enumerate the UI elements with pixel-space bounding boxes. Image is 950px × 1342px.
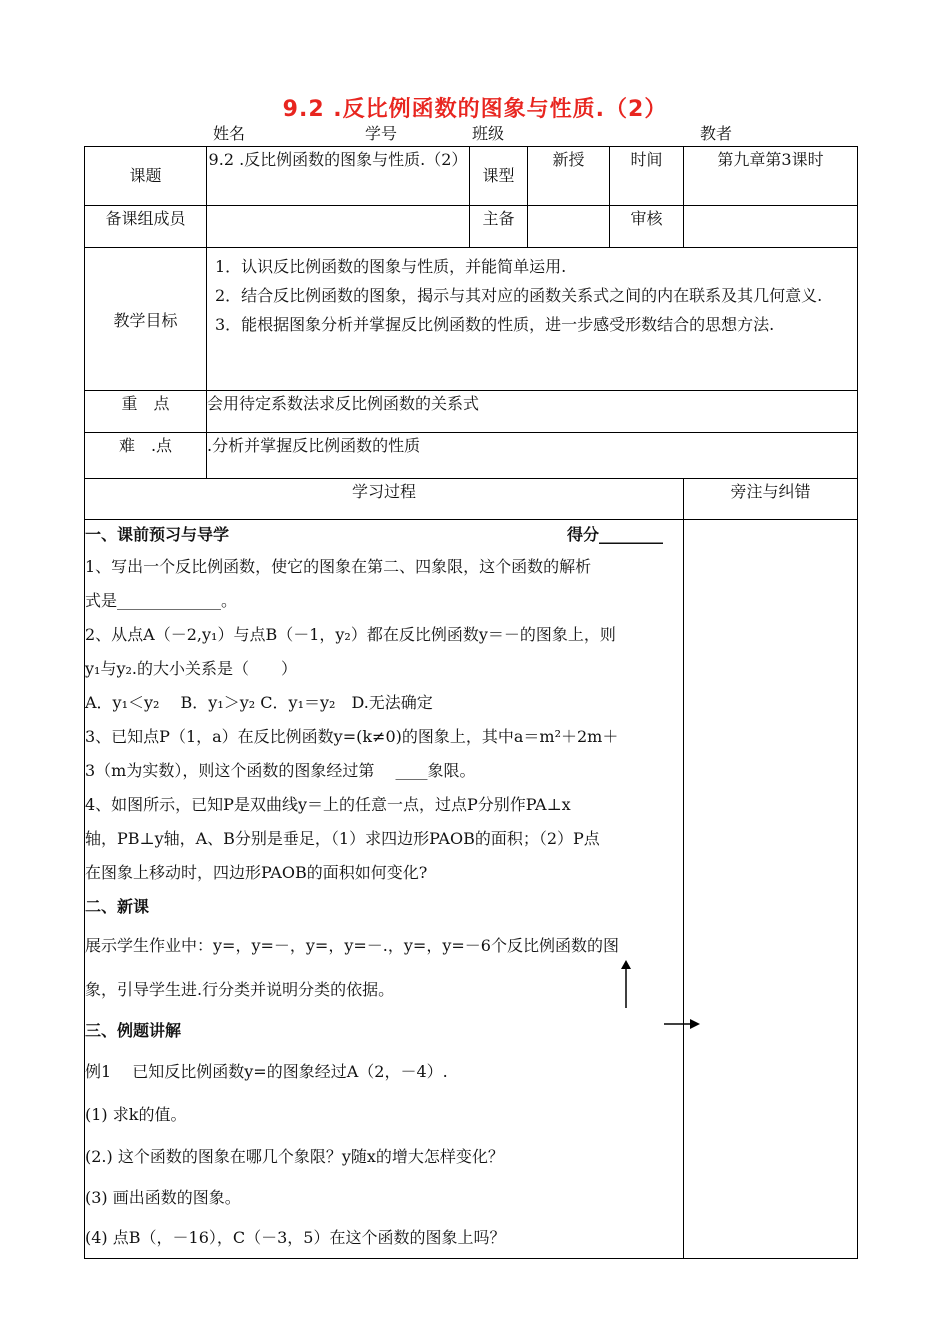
- difficulty-label: 难 .点: [85, 433, 207, 479]
- topic-label: 课题: [85, 147, 207, 206]
- student-id-label: 学号: [365, 124, 398, 143]
- new-lesson-title: 二、新课: [85, 897, 150, 916]
- process-line: 式是_____________。: [85, 591, 238, 610]
- name-label: 姓名: [213, 124, 246, 143]
- example-line: (2.) 这个函数的图象在哪几个象限？y随x的增大怎样变化？: [85, 1147, 504, 1166]
- prep-group-label: 备课组成员: [85, 206, 207, 248]
- lesson-plan-table: [84, 146, 858, 1259]
- key-point-value: 会用待定系数法求反比例函数的关系式: [207, 391, 858, 433]
- difficulty-value: .分析并掌握反比例函数的性质: [207, 433, 858, 479]
- page-title: 9.2 .反比例函数的图象与性质.（2）: [282, 97, 668, 122]
- notes-header: 旁注与纠错: [684, 479, 858, 520]
- review-value: [684, 206, 858, 248]
- objective-1: 1．认识反比例函数的图象与性质，并能简单运用.: [215, 257, 567, 276]
- example-line: (4) 点B（，－16），C（－3，5）在这个函数的图象上吗？: [85, 1228, 506, 1247]
- examples-title: 三、例题讲解: [85, 1021, 182, 1040]
- x-axis-arrow-icon: [664, 1017, 700, 1031]
- process-line: 3、已知点P（1，a）在反比例函数y=(k≠0)的图象上，其中a＝m²＋2m＋: [85, 727, 619, 746]
- time-value: 第九章第3课时: [684, 147, 858, 206]
- objective-2: 2．结合反比例函数的图象，揭示与其对应的函数关系式之间的内在联系及其几何意义.: [215, 286, 823, 305]
- teacher-label: 教者: [700, 124, 733, 143]
- lesson-type-label: 课型: [470, 147, 528, 206]
- example-line: (1) 求k的值。: [85, 1105, 187, 1124]
- preview-section-title: 一、课前预习与导学 得分________: [85, 520, 683, 550]
- y-axis-arrow-icon: [620, 960, 632, 1010]
- objective-3: 3．能根据图象分析并掌握反比例函数的性质，进一步感受形数结合的思想方法.: [215, 315, 775, 334]
- process-line: 象，引导学生进.行分类并说明分类的依据。: [85, 980, 395, 999]
- process-line: 3（m为实数），则这个函数的图象经过第 ____象限。: [85, 761, 476, 780]
- process-line: 在图象上移动时，四边形PAOB的面积如何变化?: [85, 863, 428, 882]
- process-line: 轴，PB⊥y轴，A、B分别是垂足，（1）求四边形PAOB的面积；（2）P点: [85, 829, 600, 848]
- lesson-type-value: 新授: [528, 147, 610, 206]
- process-line: 2、从点A（－2,y₁）与点B（－1，y₂）都在反比例函数y＝－的图象上，则: [85, 625, 616, 644]
- process-line: A．y₁＜y₂ B．y₁＞y₂ C．y₁＝y₂ D.无法确定: [85, 693, 433, 712]
- notes-column: [684, 520, 858, 1259]
- time-label: 时间: [610, 147, 684, 206]
- review-label: 审核: [610, 206, 684, 248]
- process-line: 展示学生作业中：y=，y=－，y=，y=－.，y=，y=－6个反比例函数的图: [85, 936, 619, 955]
- objectives-content: [207, 248, 858, 391]
- topic-value: 9.2 .反比例函数的图象与性质.（2）: [207, 147, 470, 206]
- process-line: 4、如图所示，已知P是双曲线y＝上的任意一点，过点P分别作PA⊥x: [85, 795, 571, 814]
- main-prep-value: [528, 206, 610, 248]
- main-prep-label: 主备: [470, 206, 528, 248]
- process-content: [85, 520, 684, 1259]
- example-line: (3) 画出函数的图象。: [85, 1188, 241, 1207]
- process-line: y₁与y₂.的大小关系是（ ）: [85, 659, 297, 678]
- objectives-label: 教学目标: [85, 248, 207, 391]
- process-header: 学习过程: [85, 479, 684, 520]
- example-line: 例1 已知反比例函数y=的图象经过A（2，－4）.: [85, 1062, 448, 1081]
- prep-group-value: [207, 206, 470, 248]
- score-field: 得分________: [566, 525, 663, 544]
- process-line: 1、写出一个反比例函数，使它的图象在第二、四象限，这个函数的解析: [85, 557, 592, 576]
- class-label: 班级: [472, 124, 505, 143]
- key-point-label: 重 点: [85, 391, 207, 433]
